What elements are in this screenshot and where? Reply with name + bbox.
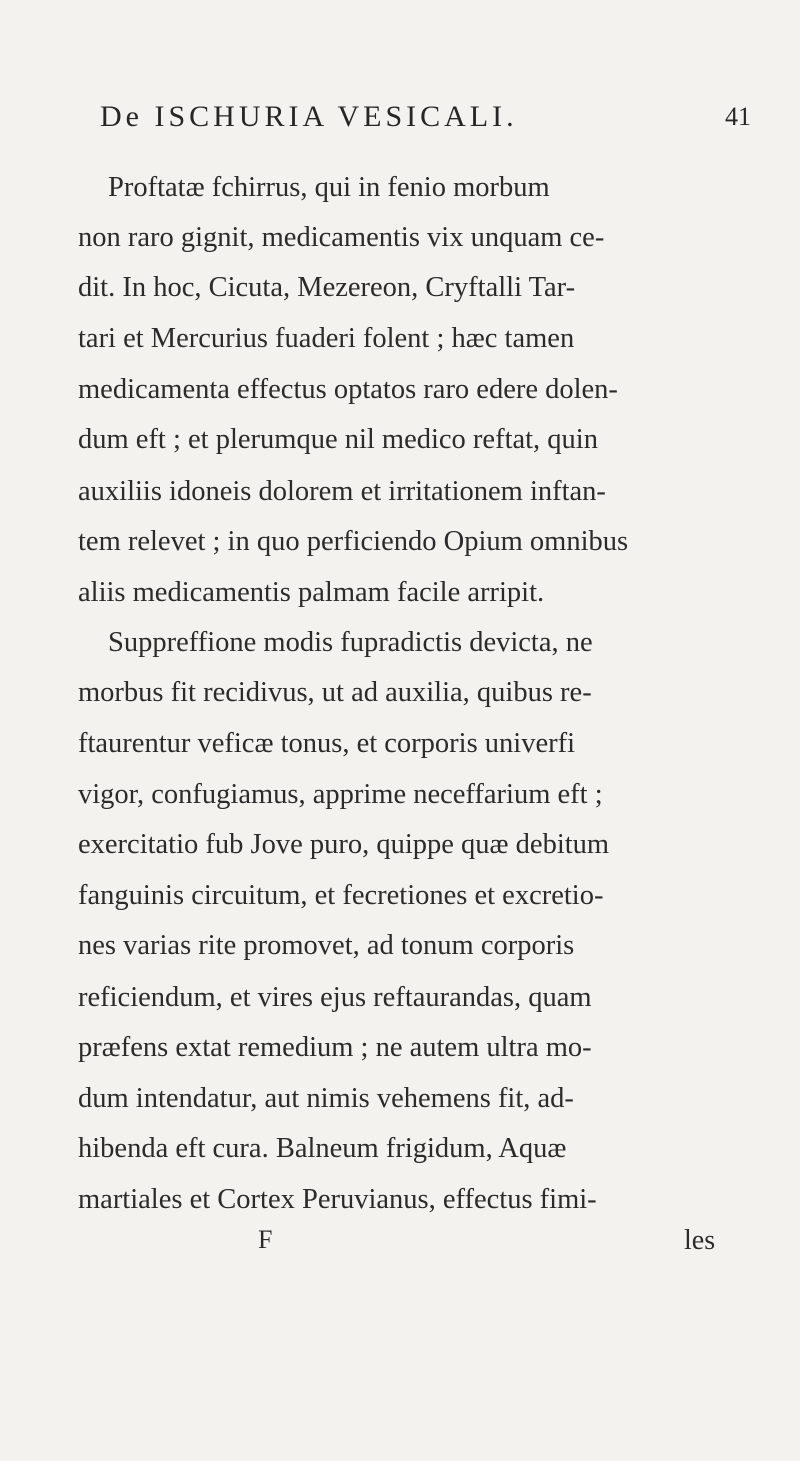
page-header xyxy=(0,100,800,140)
text-line: nes varias rite promovet, ad tonum corporis xyxy=(78,930,575,961)
text-line: vigor, confugiamus, apprime neceffarium eft ; xyxy=(78,779,603,810)
text-line: martiales et Cortex Peruvianus, effectus fimi- xyxy=(78,1184,597,1215)
text-line: tari et Mercurius fuaderi folent ; hæc tamen xyxy=(78,323,575,354)
text-line: fanguinis circuitum, et fecretiones et excretio- xyxy=(78,880,604,911)
text-line: tem relevet ; in quo perficiendo Opium omnibus xyxy=(78,526,629,557)
text-line: medicamenta effectus optatos raro edere dolen- xyxy=(78,374,618,405)
page-number: 41 xyxy=(725,102,751,131)
signature-mark: F xyxy=(258,1225,273,1254)
text-line: exercitatio fub Jove puro, quippe quæ debitum xyxy=(78,829,610,860)
text-line: auxiliis idoneis dolorem et irritationem inftan- xyxy=(78,476,606,507)
page-footer xyxy=(0,1225,800,1265)
text-line: hibenda eft cura. Balneum frigidum, Aquæ xyxy=(78,1133,567,1164)
text-line: reficiendum, et vires ejus reftaurandas, quam xyxy=(78,982,592,1013)
running-head: De ISCHURIA VESICALI. xyxy=(100,100,518,133)
text-line: dum intendatur, aut nimis vehemens fit, ad- xyxy=(78,1083,574,1114)
text-line: Suppreffione modis fupradictis devicta, ne xyxy=(108,627,593,658)
text-line: dum eft ; et plerumque nil medico reftat, quin xyxy=(78,424,598,455)
text-line: Proftatæ fchirrus, qui in fenio morbum xyxy=(108,172,550,203)
text-line: morbus fit recidivus, ut ad auxilia, quibus re- xyxy=(78,677,592,708)
text-line: non raro gignit, medicamentis vix unquam ce- xyxy=(78,222,605,253)
catchword: les xyxy=(684,1225,716,1256)
text-line: dit. In hoc, Cicuta, Mezereon, Cryftalli Tar- xyxy=(78,272,576,303)
text-line: ftaurentur veficæ tonus, et corporis univerfi xyxy=(78,728,576,759)
text-line: aliis medicamentis palmam facile arripit. xyxy=(78,577,545,608)
text-line: præfens extat remedium ; ne autem ultra mo- xyxy=(78,1032,592,1063)
